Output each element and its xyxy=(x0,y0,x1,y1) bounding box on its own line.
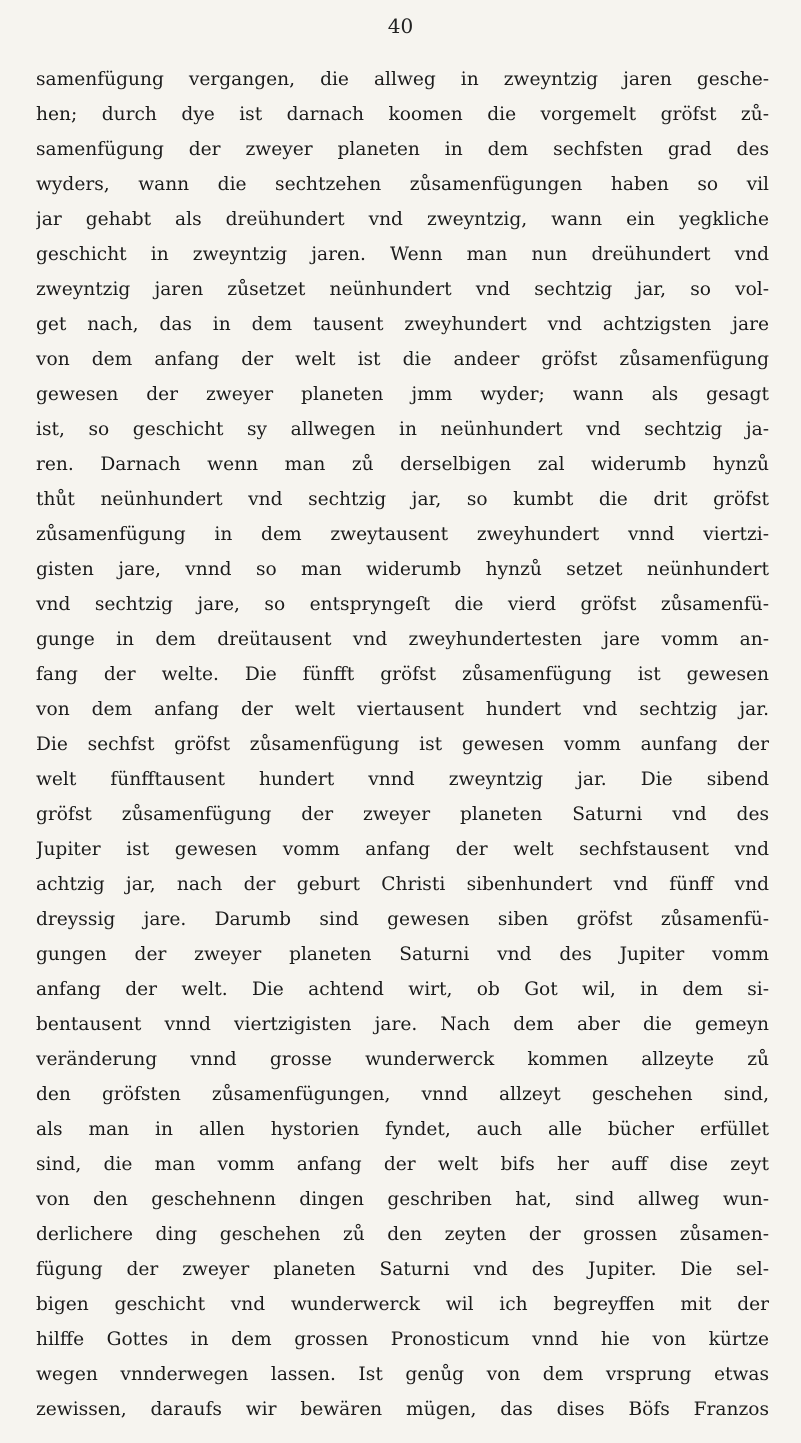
text-line: hen; durch dye ist darnach koomen die vorgemelt gröfst zů- xyxy=(36,104,769,125)
text-line: veränderung vnnd grosse wunderwerck kommen allzeyte zů xyxy=(36,1049,769,1070)
text-line: von dem anfang der welt viertausent hundert vnd sechtzig jar. xyxy=(36,699,769,720)
text-line: von den geschehnenn dingen geschriben hat, sind allweg wun- xyxy=(36,1189,769,1210)
text-line: fang der welte. Die fünfft gröfst zůsamenfügung ist gewesen xyxy=(36,664,769,685)
text-line: wegen vnnderwegen lassen. Ist genůg von dem vrsprung etwas xyxy=(36,1364,769,1385)
text-line: samenfügung vergangen, die allweg in zweyntzig jaren gesche- xyxy=(36,69,769,90)
text-line: fügung der zweyer planeten Saturni vnd des Jupiter. Die sel- xyxy=(36,1259,769,1280)
text-line: zweyntzig jaren zůsetzet neünhundert vnd sechtzig jar, so vol- xyxy=(36,279,769,300)
text-line: zůsamenfügung in dem zweytausent zweyhundert vnnd viertzi- xyxy=(36,524,769,545)
text-line: welt fünfftausent hundert vnnd zweyntzig jar. Die sibend xyxy=(36,769,769,790)
text-line: gisten jare, vnnd so man widerumb hynzů setzet neünhundert xyxy=(36,559,769,580)
text-line: hilffe Gottes in dem grossen Pronosticum vnnd hie von kürtze xyxy=(36,1329,769,1350)
text-line: dreyssig jare. Darumb sind gewesen siben gröfst zůsamenfü- xyxy=(36,909,769,930)
text-line: gröfst zůsamenfügung der zweyer planeten Saturni vnd des xyxy=(36,804,769,825)
text-line: geschicht in zweyntzig jaren. Wenn man nun dreühundert vnd xyxy=(36,244,769,265)
text-line: achtzig jar, nach der geburt Christi sibenhundert vnd fünff vnd xyxy=(36,874,769,895)
text-line: sind, die man vomm anfang der welt bifs her auff dise zeyt xyxy=(36,1154,769,1175)
text-line: jar gehabt als dreühundert vnd zweyntzig, wann ein yegkliche xyxy=(36,209,769,230)
text-line: Die sechfst gröfst zůsamenfügung ist gewesen vomm aunfang der xyxy=(36,734,769,755)
page-number: 40 xyxy=(387,14,414,38)
body-text xyxy=(36,62,769,1427)
text-line: gunge in dem dreütausent vnd zweyhundertesten jare vomm an- xyxy=(36,629,769,650)
text-line: als man in allen hystorien fyndet, auch alle bücher erfüllet xyxy=(36,1119,769,1140)
text-line: bentausent vnnd viertzigisten jare. Nach dem aber die gemeyn xyxy=(36,1014,769,1035)
text-line: bigen geschicht vnd wunderwerck wil ich begreyffen mit der xyxy=(36,1294,769,1315)
text-line: gungen der zweyer planeten Saturni vnd des Jupiter vomm xyxy=(36,944,769,965)
text-line: thůt neünhundert vnd sechtzig jar, so kumbt die drit gröfst xyxy=(36,489,769,510)
text-line: get nach, das in dem tausent zweyhundert vnd achtzigsten jare xyxy=(36,314,769,335)
text-line: anfang der welt. Die achtend wirt, ob Got wil, in dem si- xyxy=(36,979,769,1000)
text-line: Jupiter ist gewesen vomm anfang der welt sechfstausent vnd xyxy=(36,839,769,860)
text-line: von dem anfang der welt ist die andeer gröfst zůsamenfügung xyxy=(36,349,769,370)
text-line: den gröfsten zůsamenfügungen, vnnd allzeyt geschehen sind, xyxy=(36,1084,769,1105)
text-line: zewissen, daraufs wir bewären mügen, das dises Böfs Franzos xyxy=(36,1399,769,1420)
text-line: samenfügung der zweyer planeten in dem sechfsten grad des xyxy=(36,139,769,160)
text-line: ist, so geschicht sy allwegen in neünhundert vnd sechtzig ja- xyxy=(36,419,769,440)
text-line: gewesen der zweyer planeten jmm wyder; wann als gesagt xyxy=(36,384,769,405)
text-line: vnd sechtzig jare, so entspryngeſt die vierd gröfst zůsamenfü- xyxy=(36,594,769,615)
text-line: derlichere ding geschehen zů den zeyten der grossen zůsamen- xyxy=(36,1224,769,1245)
text-line: ren. Darnach wenn man zů derselbigen zal widerumb hynzů xyxy=(36,454,769,475)
text-line: wyders, wann die sechtzehen zůsamenfügungen haben so vil xyxy=(36,174,769,195)
